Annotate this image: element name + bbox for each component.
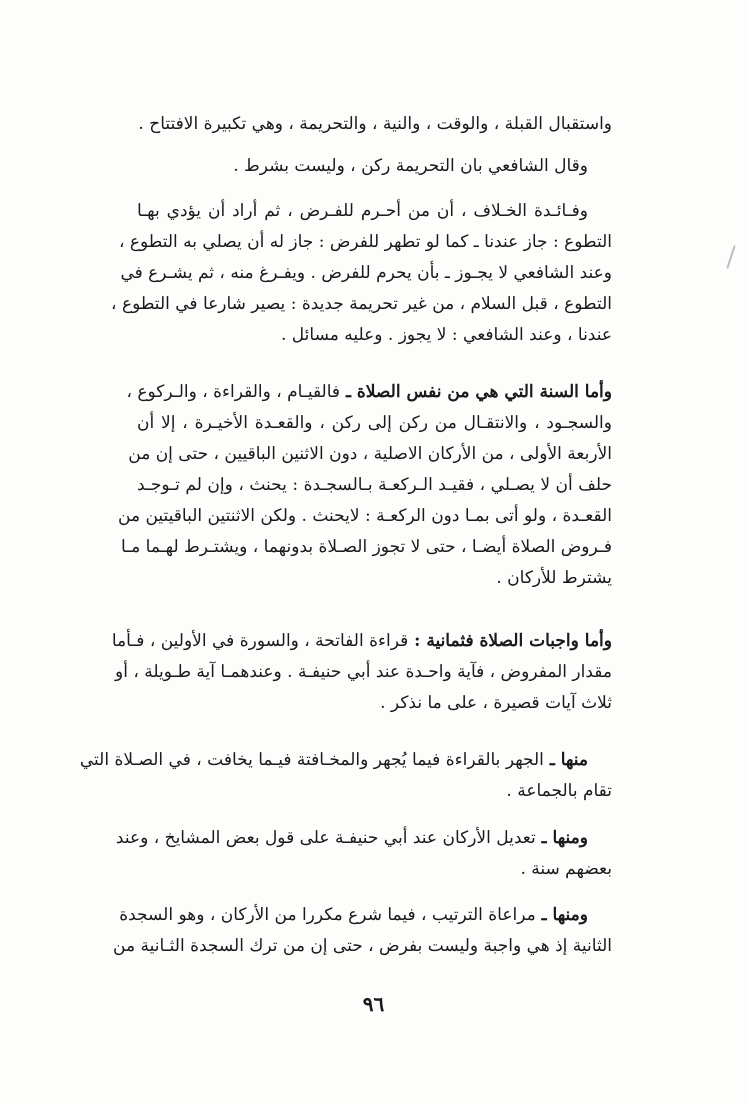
text-run: وعند الشافعي لا يجـوز ـ بأن يحرم للفرض . ويفـرغ منه ، ثم يشـرع في (120, 263, 612, 283)
text-run: بعضهم سنة . (520, 859, 612, 879)
page-number: ٩٦ (362, 992, 385, 1016)
text-run: فـروض الصلاة أيضـا ، حتى لا تجوز الصـلاة بدونهما ، ويشتـرط لهـما مـا (120, 537, 612, 557)
text-line (119, 900, 612, 931)
text-run: وفـائـدة الخـلاف ، أن من أحـرم للفـرض ، ثم أراد أن يؤدي بهـا (137, 201, 588, 221)
text-run: والسجـود ، والانتقـال من ركن إلى ركن ، والقعـدة الأخيـرة ، إلا أن (137, 413, 612, 433)
text-line (137, 320, 612, 351)
text-line (111, 289, 612, 320)
paragraph-sunnah-of-prayer (118, 377, 612, 594)
paragraph-obligations-of-prayer (111, 626, 612, 719)
text-run: الأربعة الأولى ، من الأركان الاصلية ، دون الاثنين الباقيين ، حتى إن من (128, 444, 612, 464)
text-run: قراءة الفاتحة ، والسورة في الأولين ، فـأما (111, 631, 409, 651)
text-run: الجهر بالقراءة فيما يُجهر والمخـافتة فيـما يخافت ، في الصـلاة التي (79, 750, 544, 770)
paragraph-conditions (137, 109, 612, 140)
paragraph-loud-recitation (79, 745, 612, 807)
text-line (137, 776, 612, 807)
text-line (137, 688, 612, 719)
text-line (137, 408, 612, 439)
text-run: ثلاث آيات قصيرة ، على ما نذكر . (380, 693, 612, 713)
paragraph-heading: ومنها ـ (535, 905, 588, 925)
text-line (137, 470, 612, 501)
text-run: وقال الشافعي بان التحريمة ركن ، وليست بشرط . (233, 156, 588, 176)
text-run: تعديل الأركان عند أبي حنيفـة على قول بعض المشايخ ، وعند (115, 828, 536, 848)
text-run: واستقبال القبلة ، والوقت ، والنية ، والتحريمة ، وهي تكبيرة الافتتاح . (138, 114, 612, 134)
text-line (79, 745, 612, 776)
paragraph-order-observance (113, 900, 612, 962)
paragraph-shafii-opinion (137, 151, 612, 182)
text-line (115, 657, 612, 688)
text-line (120, 258, 612, 289)
text-line (137, 854, 612, 885)
text-run: تقام بالجماعة . (506, 781, 612, 801)
paragraph-heading: وأما واجبات الصلاة فثمانية : (408, 631, 612, 651)
text-line (137, 151, 588, 182)
text-line (120, 532, 612, 563)
text-run: الثانية إذ هي واجبة وليست بفرض ، حتى إن من ترك السجدة الثـانية من (113, 936, 612, 956)
paragraph-heading: وأما السنة التي هي من نفس الصلاة ـ (340, 382, 612, 402)
text-line (126, 377, 612, 408)
text-line (118, 501, 612, 532)
text-line (115, 823, 612, 854)
paragraph-calmness-in-pillars (115, 823, 612, 885)
text-line (111, 626, 612, 657)
paragraph-heading: منها ـ (543, 750, 588, 770)
text-run: حلف أن لا يصـلي ، فقيـد الـركعـة بـالسجـدة : يحنث ، وإن لم تـوجـد (137, 475, 612, 495)
text-run: مقدار المفروض ، فآية واحـدة عند أبي حنيفـة . وعندهمـا آية طـويلة ، أو (115, 662, 612, 682)
margin-pencil-mark (726, 245, 735, 268)
text-run: فالقيـام ، والقراءة ، والـركوع ، (126, 382, 341, 402)
text-line (113, 931, 612, 962)
text-run: التطوع ، قبل السلام ، من غير تحريمة جديدة : يصير شارعا في التطوع ، (111, 294, 612, 314)
text-run: يشترط للأركان . (496, 568, 612, 588)
text-run: مراعاة الترتيب ، فيما شرع مكررا من الأركان ، وهو السجدة (119, 905, 536, 925)
text-line (137, 109, 612, 140)
text-line (137, 563, 612, 594)
text-line (128, 439, 612, 470)
text-run: القعـدة ، ولو أتى بمـا دون الركعـة : لايحنث . ولكن الاثنتين الباقيتين من (118, 506, 612, 526)
paragraph-benefit-of-dispute (111, 196, 612, 351)
text-run: عندنا ، وعند الشافعي : لا يجوز . وعليه مسائل . (281, 325, 612, 345)
paragraph-heading: ومنها ـ (535, 828, 588, 848)
text-line (118, 227, 612, 258)
text-run: التطوع : جاز عندنا ـ كما لو تطهر للفرض : جاز له أن يصلي به التطوع ، (118, 232, 612, 252)
text-line (137, 196, 612, 227)
